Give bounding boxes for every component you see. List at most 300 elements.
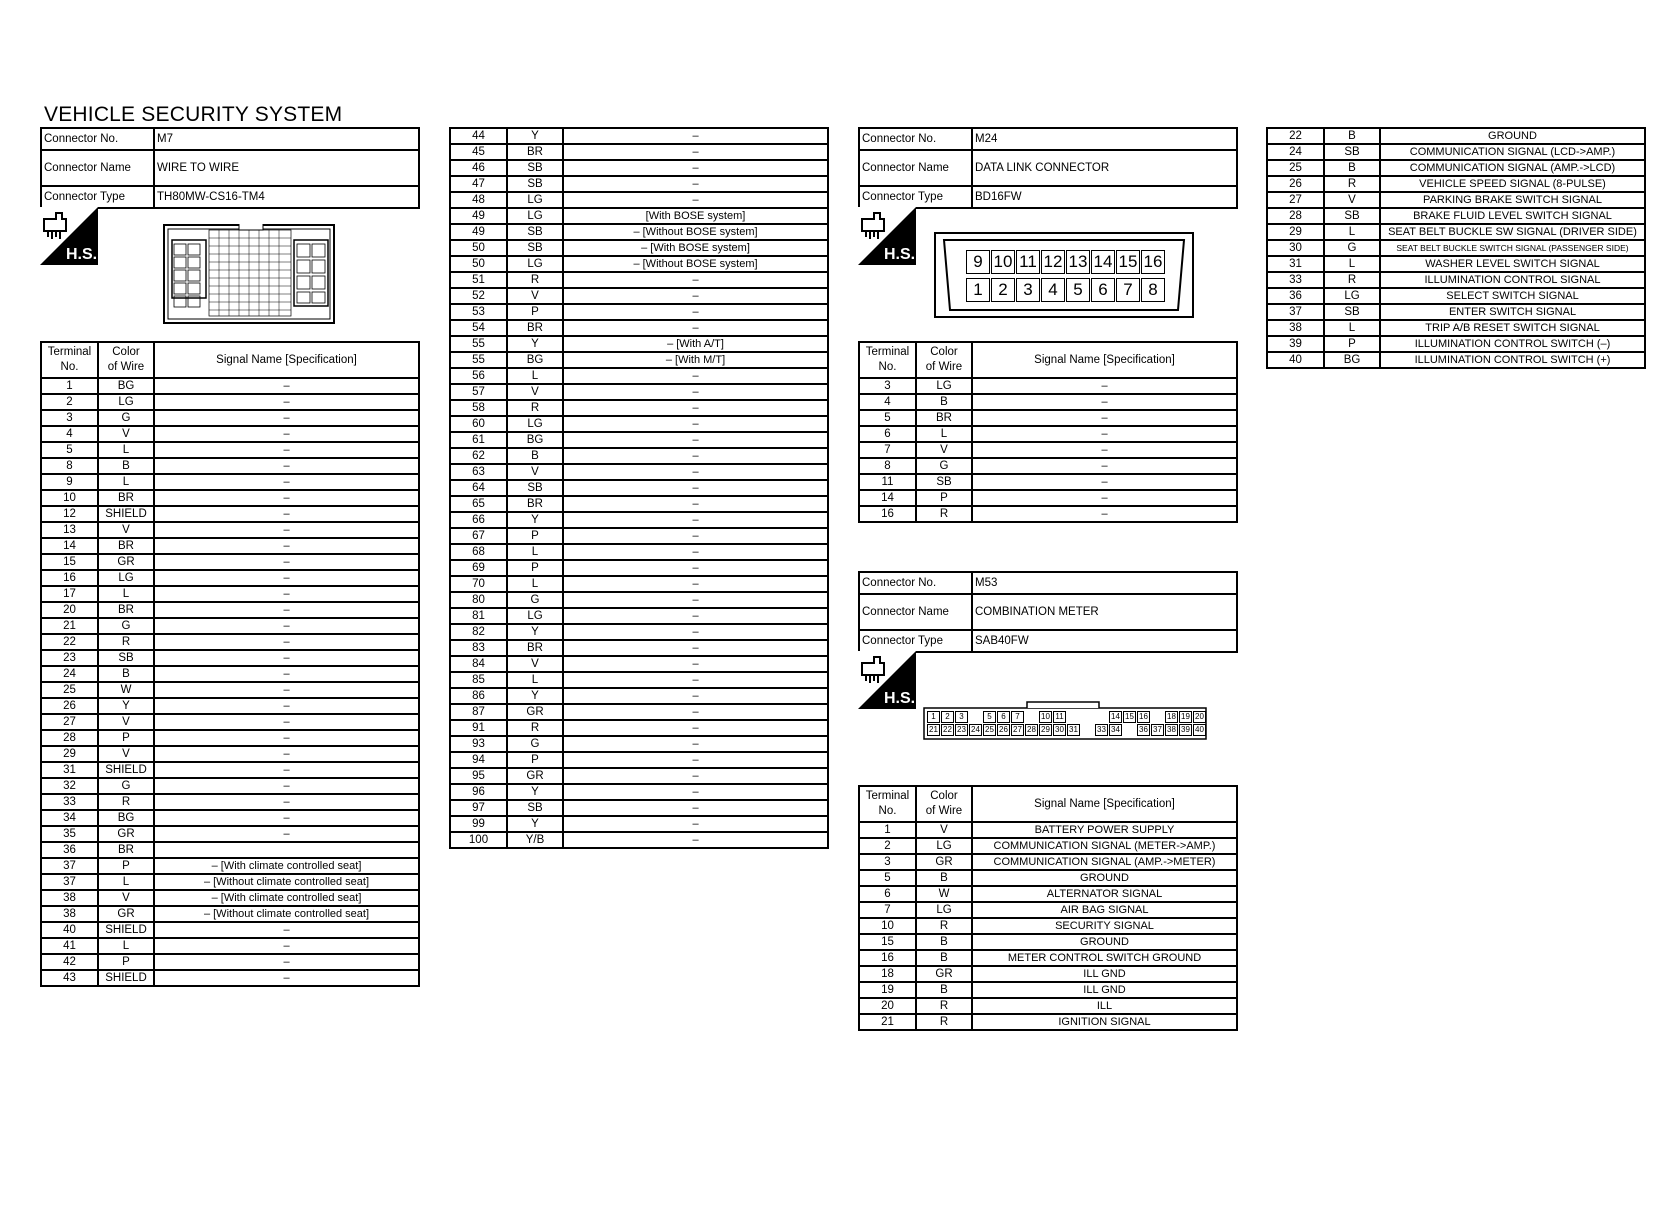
connector-pin: 7 xyxy=(1116,278,1140,302)
terminal-no-cell: 10 xyxy=(859,918,916,934)
m7-connector-no: M7 xyxy=(154,128,419,150)
m24-rows xyxy=(859,378,1237,522)
wire-color-cell: Y xyxy=(507,784,563,800)
signal-name-cell: – xyxy=(972,506,1237,522)
signal-name-cell: [With BOSE system] xyxy=(563,208,828,224)
wire-color-cell: G xyxy=(916,458,972,474)
wire-color-cell: GR xyxy=(507,704,563,720)
signal-name-cell: GROUND xyxy=(972,870,1237,886)
terminal-no-cell: 33 xyxy=(41,794,98,810)
signal-name-cell: – xyxy=(154,602,419,618)
signal-name-cell: – xyxy=(563,512,828,528)
wire-color-cell: SB xyxy=(507,480,563,496)
signal-name-cell: IGNITION SIGNAL xyxy=(972,1014,1237,1030)
signal-name-cell: – xyxy=(563,592,828,608)
signal-name-cell: – xyxy=(563,576,828,592)
table-row xyxy=(450,768,828,784)
wire-color-cell: B xyxy=(916,870,972,886)
wire-color-cell: BG xyxy=(507,432,563,448)
wire-color-cell: L xyxy=(98,474,154,490)
table-row xyxy=(450,352,828,368)
table-row xyxy=(1267,144,1645,160)
signal-name-cell: TRIP A/B RESET SWITCH SIGNAL xyxy=(1380,320,1645,336)
connector-pin: 33 xyxy=(1095,724,1108,736)
signal-name-cell: – xyxy=(563,688,828,704)
m7-connector-header xyxy=(40,127,420,209)
signal-name-cell: – [Without BOSE system] xyxy=(563,256,828,272)
wire-color-cell: Y xyxy=(507,336,563,352)
table-row xyxy=(450,784,828,800)
table-row xyxy=(450,208,828,224)
wire-color-cell: G xyxy=(98,618,154,634)
wire-color-cell: BR xyxy=(507,144,563,160)
signal-name-cell: – xyxy=(154,922,419,938)
wire-color-cell: LG xyxy=(98,394,154,410)
connector-pin: 24 xyxy=(969,724,982,736)
wire-color-cell: LG xyxy=(507,192,563,208)
table-row xyxy=(41,378,419,394)
signal-name-cell: – xyxy=(563,624,828,640)
signal-name-cell: GROUND xyxy=(972,934,1237,950)
connector-no-label: Connector No. xyxy=(859,572,972,594)
table-row xyxy=(859,998,1237,1014)
terminal-no-cell: 31 xyxy=(1267,256,1324,272)
wire-color-cell: BG xyxy=(507,352,563,368)
table-row xyxy=(41,538,419,554)
connector-pin: 39 xyxy=(1179,724,1192,736)
terminal-no-cell: 80 xyxy=(450,592,507,608)
signal-name-cell: – xyxy=(154,730,419,746)
table-row xyxy=(1267,160,1645,176)
terminal-no-cell: 45 xyxy=(450,144,507,160)
signal-name-cell: – xyxy=(154,394,419,410)
signal-name-cell: – xyxy=(563,640,828,656)
connector-pin: 25 xyxy=(983,724,996,736)
wire-color-cell: G xyxy=(1324,240,1380,256)
m53-rows-1 xyxy=(859,822,1237,1030)
signal-name-cell: – xyxy=(154,426,419,442)
connector-pin xyxy=(969,711,982,723)
wire-color-cell: V xyxy=(507,656,563,672)
table-row xyxy=(1267,240,1645,256)
signal-name-cell: – [Without climate controlled seat] xyxy=(154,906,419,922)
connector-pin: 11 xyxy=(1053,711,1066,723)
wire-color-cell: SB xyxy=(1324,208,1380,224)
signal-name-cell: AIR BAG SIGNAL xyxy=(972,902,1237,918)
signal-name-cell: ALTERNATOR SIGNAL xyxy=(972,886,1237,902)
terminal-no-cell: 2 xyxy=(859,838,916,854)
signal-name-header: Signal Name [Specification] xyxy=(972,786,1237,822)
terminal-no-cell: 5 xyxy=(859,870,916,886)
table-row xyxy=(1267,352,1645,368)
wire-color-cell: B xyxy=(916,982,972,998)
connector-pin: 19 xyxy=(1179,711,1192,723)
table-row xyxy=(450,256,828,272)
terminal-no-cell: 15 xyxy=(859,934,916,950)
harness-side-icon xyxy=(858,207,916,265)
terminal-no-cell: 5 xyxy=(41,442,98,458)
table-row xyxy=(450,672,828,688)
terminal-no-cell: 54 xyxy=(450,320,507,336)
table-row xyxy=(41,394,419,410)
signal-name-cell: – xyxy=(563,768,828,784)
connector-pin: 20 xyxy=(1193,711,1206,723)
terminal-no-cell: 96 xyxy=(450,784,507,800)
wire-color-cell: L xyxy=(507,672,563,688)
signal-name-cell: – xyxy=(154,698,419,714)
connector-pin xyxy=(1095,711,1108,723)
table-row xyxy=(450,288,828,304)
signal-name-cell: – xyxy=(972,474,1237,490)
terminal-no-cell: 82 xyxy=(450,624,507,640)
wire-color-cell: B xyxy=(916,950,972,966)
wire-color-cell: P xyxy=(507,304,563,320)
table-row xyxy=(859,378,1237,394)
wire-color-cell: LG xyxy=(916,838,972,854)
wire-color-cell: Y xyxy=(98,698,154,714)
connector-pin: 7 xyxy=(1011,711,1024,723)
m53-connector-face-diagram xyxy=(923,700,1207,740)
table-row xyxy=(450,736,828,752)
table-row xyxy=(41,778,419,794)
terminal-no-cell: 2 xyxy=(41,394,98,410)
terminal-no-cell: 68 xyxy=(450,544,507,560)
table-row xyxy=(41,634,419,650)
wire-color-cell: L xyxy=(98,874,154,890)
signal-name-cell: – xyxy=(154,618,419,634)
wire-color-cell: B xyxy=(98,458,154,474)
signal-name-cell: – xyxy=(154,554,419,570)
connector-type-label: Connector Type xyxy=(41,186,154,208)
wire-color-cell: G xyxy=(98,410,154,426)
table-row xyxy=(450,384,828,400)
terminal-no-cell: 55 xyxy=(450,352,507,368)
signal-name-cell: – [Without climate controlled seat] xyxy=(154,874,419,890)
terminal-no-cell: 38 xyxy=(1267,320,1324,336)
connector-pin: 23 xyxy=(955,724,968,736)
signal-name-cell: – xyxy=(154,666,419,682)
wire-color-cell: R xyxy=(507,400,563,416)
terminal-no-cell: 42 xyxy=(41,954,98,970)
signal-name-cell: – xyxy=(154,810,419,826)
m53-connector-header xyxy=(858,571,1238,653)
signal-name-cell: – [With BOSE system] xyxy=(563,240,828,256)
wire-color-cell: LG xyxy=(507,416,563,432)
table-row xyxy=(450,240,828,256)
signal-name-cell: – xyxy=(154,938,419,954)
signal-name-cell: – xyxy=(154,682,419,698)
signal-name-cell: – xyxy=(563,432,828,448)
wire-color-cell: V xyxy=(98,746,154,762)
terminal-no-cell: 12 xyxy=(41,506,98,522)
terminal-no-cell: 7 xyxy=(859,442,916,458)
wire-color-cell: G xyxy=(98,778,154,794)
table-row xyxy=(450,704,828,720)
wire-color-cell: SB xyxy=(916,474,972,490)
connector-pin: 26 xyxy=(997,724,1010,736)
connector-pin: 14 xyxy=(1109,711,1122,723)
terminal-no-cell: 83 xyxy=(450,640,507,656)
table-row xyxy=(41,762,419,778)
terminal-no-cell: 91 xyxy=(450,720,507,736)
table-row xyxy=(41,602,419,618)
connector-pin: 1 xyxy=(927,711,940,723)
signal-name-cell: ILLUMINATION CONTROL SIGNAL xyxy=(1380,272,1645,288)
connector-no-label: Connector No. xyxy=(41,128,154,150)
connector-pin: 15 xyxy=(1123,711,1136,723)
connector-pin: 36 xyxy=(1137,724,1150,736)
table-row xyxy=(450,544,828,560)
signal-name-cell: COMMUNICATION SIGNAL (METER->AMP.) xyxy=(972,838,1237,854)
table-row xyxy=(859,822,1237,838)
connector-pin: 5 xyxy=(1066,278,1090,302)
wire-color-cell: BR xyxy=(98,602,154,618)
signal-name-cell: – xyxy=(563,464,828,480)
terminal-no-cell: 52 xyxy=(450,288,507,304)
connector-pin: 6 xyxy=(1091,278,1115,302)
wire-color-cell: R xyxy=(507,720,563,736)
wire-color-cell: SB xyxy=(507,240,563,256)
signal-name-cell: – [With A/T] xyxy=(563,336,828,352)
wire-color-cell: R xyxy=(507,272,563,288)
signal-name-cell: – xyxy=(154,474,419,490)
wire-color-cell: V xyxy=(507,384,563,400)
wire-color-cell: LG xyxy=(507,608,563,624)
table-row xyxy=(450,128,828,144)
wire-color-cell: P xyxy=(507,752,563,768)
table-row xyxy=(41,890,419,906)
terminal-no-cell: 14 xyxy=(859,490,916,506)
wire-color-cell: SHIELD xyxy=(98,922,154,938)
signal-name-cell: – xyxy=(563,832,828,848)
signal-name-cell: – xyxy=(563,128,828,144)
signal-name-cell: – xyxy=(154,826,419,842)
terminal-no-cell: 94 xyxy=(450,752,507,768)
signal-name-cell: ILLUMINATION CONTROL SWITCH (+) xyxy=(1380,352,1645,368)
terminal-no-cell: 3 xyxy=(41,410,98,426)
table-row xyxy=(859,474,1237,490)
m7-terminal-table-2 xyxy=(449,127,829,849)
table-row xyxy=(41,714,419,730)
signal-name-cell: METER CONTROL SWITCH GROUND xyxy=(972,950,1237,966)
signal-name-cell: – xyxy=(563,752,828,768)
signal-name-cell: ILL xyxy=(972,998,1237,1014)
wire-color-cell: B xyxy=(1324,128,1380,144)
terminal-no-cell: 25 xyxy=(41,682,98,698)
wire-color-cell: BG xyxy=(98,378,154,394)
table-row xyxy=(450,176,828,192)
table-row xyxy=(450,752,828,768)
wire-color-header: Color of Wire xyxy=(916,786,972,822)
signal-name-cell: – xyxy=(154,410,419,426)
terminal-no-cell: 36 xyxy=(41,842,98,858)
signal-name-cell: – xyxy=(154,522,419,538)
table-row xyxy=(1267,272,1645,288)
wire-color-cell: L xyxy=(507,544,563,560)
terminal-no-header: Terminal No. xyxy=(41,342,98,378)
signal-name-cell: – xyxy=(154,794,419,810)
terminal-no-cell: 10 xyxy=(41,490,98,506)
wire-color-cell: W xyxy=(98,682,154,698)
wire-color-cell: GR xyxy=(98,906,154,922)
terminal-no-cell: 49 xyxy=(450,224,507,240)
m53-rows-2 xyxy=(1267,128,1645,368)
signal-name-cell: – xyxy=(154,714,419,730)
m53-connector-type: SAB40FW xyxy=(972,630,1237,652)
terminal-no-cell: 28 xyxy=(1267,208,1324,224)
wire-color-cell: L xyxy=(98,938,154,954)
connector-pin: 5 xyxy=(983,711,996,723)
terminal-no-cell: 67 xyxy=(450,528,507,544)
signal-name-cell: – xyxy=(563,800,828,816)
terminal-no-cell: 65 xyxy=(450,496,507,512)
table-row xyxy=(41,858,419,874)
table-row xyxy=(859,838,1237,854)
wire-color-cell: LG xyxy=(507,256,563,272)
terminal-no-cell: 53 xyxy=(450,304,507,320)
terminal-no-cell: 64 xyxy=(450,480,507,496)
connector-pin: 4 xyxy=(1041,278,1065,302)
wire-color-cell: LG xyxy=(507,208,563,224)
table-row xyxy=(41,826,419,842)
wire-color-cell: LG xyxy=(1324,288,1380,304)
wire-color-cell: B xyxy=(916,934,972,950)
table-row xyxy=(41,618,419,634)
table-row xyxy=(41,938,419,954)
connector-name-label: Connector Name xyxy=(859,150,972,186)
signal-name-cell: GROUND xyxy=(1380,128,1645,144)
terminal-no-cell: 47 xyxy=(450,176,507,192)
wire-color-cell: V xyxy=(98,714,154,730)
page-title: VEHICLE SECURITY SYSTEM xyxy=(44,103,343,126)
signal-name-cell: – xyxy=(972,426,1237,442)
table-row xyxy=(41,522,419,538)
wire-color-cell: R xyxy=(98,794,154,810)
connector-pin: 12 xyxy=(1041,250,1065,274)
signal-name-cell: – xyxy=(563,416,828,432)
connector-pin xyxy=(1025,711,1038,723)
signal-name-cell: – xyxy=(154,650,419,666)
table-row xyxy=(1267,128,1645,144)
connector-pin: 2 xyxy=(991,278,1015,302)
table-row xyxy=(859,870,1237,886)
terminal-no-cell: 16 xyxy=(41,570,98,586)
connector-pin: 34 xyxy=(1109,724,1122,736)
terminal-no-cell: 17 xyxy=(41,586,98,602)
terminal-no-cell: 33 xyxy=(1267,272,1324,288)
connector-pin: 37 xyxy=(1151,724,1164,736)
terminal-no-cell: 69 xyxy=(450,560,507,576)
wire-color-cell: B xyxy=(507,448,563,464)
wire-color-cell: P xyxy=(507,528,563,544)
table-row xyxy=(41,506,419,522)
wire-color-cell: BR xyxy=(98,490,154,506)
table-row xyxy=(450,144,828,160)
wire-color-cell: Y/B xyxy=(507,832,563,848)
connector-pin: 38 xyxy=(1165,724,1178,736)
terminal-no-cell: 8 xyxy=(41,458,98,474)
terminal-no-cell: 49 xyxy=(450,208,507,224)
terminal-no-cell: 85 xyxy=(450,672,507,688)
m24-connector-no: M24 xyxy=(972,128,1237,150)
terminal-no-cell: 8 xyxy=(859,458,916,474)
wire-color-cell: L xyxy=(507,368,563,384)
terminal-no-cell: 26 xyxy=(41,698,98,714)
table-row xyxy=(41,842,419,858)
wire-color-cell: GR xyxy=(916,854,972,870)
terminal-no-cell: 40 xyxy=(1267,352,1324,368)
connector-pin: 15 xyxy=(1116,250,1140,274)
table-row xyxy=(859,950,1237,966)
wire-color-cell: SB xyxy=(507,160,563,176)
table-row xyxy=(450,192,828,208)
connector-type-label: Connector Type xyxy=(859,186,972,208)
m24-bottom-pin-row xyxy=(966,278,1166,302)
signal-name-cell: – xyxy=(563,480,828,496)
terminal-no-cell: 84 xyxy=(450,656,507,672)
table-row xyxy=(41,650,419,666)
wire-color-cell: SB xyxy=(1324,144,1380,160)
terminal-no-cell: 3 xyxy=(859,378,916,394)
table-row xyxy=(450,320,828,336)
table-row xyxy=(450,800,828,816)
signal-name-cell: – [With climate controlled seat] xyxy=(154,858,419,874)
signal-name-cell: SECURITY SIGNAL xyxy=(972,918,1237,934)
signal-name-cell: – xyxy=(563,784,828,800)
table-row xyxy=(450,400,828,416)
connector-pin xyxy=(1081,711,1094,723)
wire-color-cell: R xyxy=(916,998,972,1014)
connector-pin: 3 xyxy=(955,711,968,723)
connector-name-label: Connector Name xyxy=(859,594,972,630)
table-row xyxy=(859,442,1237,458)
table-row xyxy=(859,886,1237,902)
wire-color-cell: LG xyxy=(916,902,972,918)
terminal-no-header: Terminal No. xyxy=(859,786,916,822)
connector-pin: 2 xyxy=(941,711,954,723)
m53-connector-no: M53 xyxy=(972,572,1237,594)
signal-name-cell: ILLUMINATION CONTROL SWITCH (–) xyxy=(1380,336,1645,352)
terminal-no-cell: 11 xyxy=(859,474,916,490)
terminal-no-cell: 93 xyxy=(450,736,507,752)
signal-name-cell: – xyxy=(563,816,828,832)
table-row xyxy=(450,592,828,608)
signal-name-header: Signal Name [Specification] xyxy=(154,342,419,378)
terminal-no-cell: 55 xyxy=(450,336,507,352)
table-row xyxy=(450,416,828,432)
wire-color-cell: P xyxy=(1324,336,1380,352)
signal-name-cell: ENTER SWITCH SIGNAL xyxy=(1380,304,1645,320)
connector-pin: 30 xyxy=(1053,724,1066,736)
wire-color-cell: SB xyxy=(507,224,563,240)
terminal-no-cell: 50 xyxy=(450,256,507,272)
wire-color-cell: BR xyxy=(916,410,972,426)
signal-name-cell: – xyxy=(563,400,828,416)
table-row xyxy=(450,656,828,672)
wire-color-cell: L xyxy=(916,426,972,442)
signal-name-cell: COMMUNICATION SIGNAL (AMP.->LCD) xyxy=(1380,160,1645,176)
signal-name-cell: – xyxy=(563,528,828,544)
table-row xyxy=(859,934,1237,950)
wire-color-cell: W xyxy=(916,886,972,902)
terminal-no-cell: 95 xyxy=(450,768,507,784)
signal-name-cell: – xyxy=(563,320,828,336)
terminal-no-cell: 1 xyxy=(41,378,98,394)
terminal-no-cell: 28 xyxy=(41,730,98,746)
terminal-no-cell: 38 xyxy=(41,890,98,906)
signal-name-cell: – xyxy=(972,410,1237,426)
wire-color-cell: SHIELD xyxy=(98,762,154,778)
